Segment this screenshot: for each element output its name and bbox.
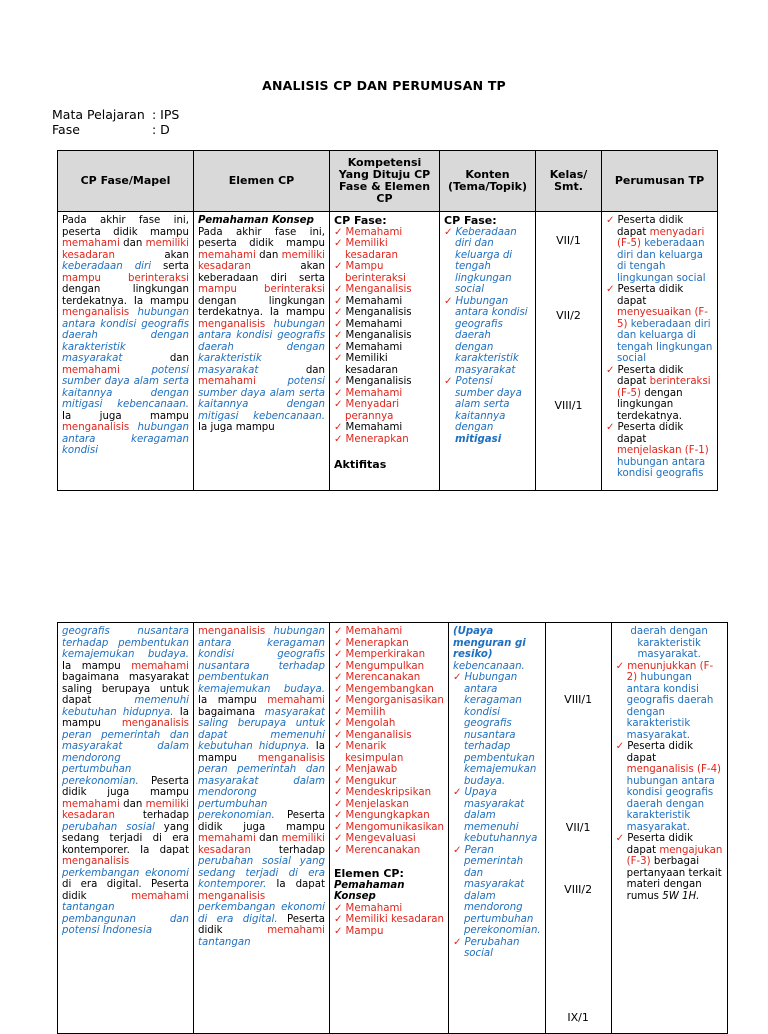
kompetensi-item: Mampu berinteraksi xyxy=(345,261,406,284)
kelas-cell xyxy=(545,623,611,1034)
tp-verb: menganalisis (F-4) xyxy=(626,764,722,775)
list-item xyxy=(444,227,531,296)
kompetensi-item: Memahami xyxy=(345,295,403,307)
text-run: perkembangan ekonomi xyxy=(62,867,189,879)
tp-lead: daerah dengan karakteristik masyarakat. xyxy=(630,626,708,660)
list-item xyxy=(334,764,444,776)
tp-object: hubungan antara kondisi geografis daerah dengan karakteristik masyarakat. xyxy=(626,672,714,741)
text-run: dengan lingkungan terdekatnya. Ia mampu xyxy=(62,284,189,307)
text-run: menganalisis xyxy=(198,318,266,330)
fase-row xyxy=(52,122,170,137)
list-item xyxy=(334,307,435,319)
text-run: memahami xyxy=(198,249,256,261)
kelas-value: VII/1 xyxy=(565,821,591,834)
text-run: potensi sumber daya alam serta kaitannya dengan mitigasi kebencanaan. xyxy=(62,364,189,410)
text-run: mampu berinteraksi xyxy=(62,272,189,284)
text-run: memiliki kesadaran xyxy=(198,249,325,272)
list-item xyxy=(334,227,435,239)
kelas-cell xyxy=(536,212,602,491)
list-item xyxy=(453,787,541,845)
text-run: memahami xyxy=(62,798,120,810)
konten-item: Hubungan antara kondisi geografis daerah dengan karakteristik masyarakat xyxy=(455,295,528,376)
list-item xyxy=(334,638,444,650)
elemen-cell xyxy=(194,623,330,1034)
tp-object: dengan lingkungan terdekatnya. xyxy=(617,387,683,422)
text-run: di era digital. Peserta didik xyxy=(62,879,189,902)
tp-tail: 5W 1H. xyxy=(662,890,700,902)
text-run: Pada akhir fase ini, peserta didik mampu xyxy=(62,215,189,238)
text-run: hubungan antara kondisi geografis daerah dengan karakteristik masyarakat xyxy=(198,318,325,376)
fase-value: : D xyxy=(152,122,170,137)
table-row xyxy=(58,623,728,1034)
tp-prefix: Peserta didik dapat xyxy=(617,422,684,445)
text-run: terhadap xyxy=(250,844,325,856)
text-run: memiliki kesadaran xyxy=(62,238,189,261)
tp-object: hubungan antara kondisi geografis xyxy=(617,456,706,479)
text-run: perkembangan ekonomi di era digital. xyxy=(198,902,325,925)
konten-cell xyxy=(448,623,545,1034)
text-run: peran pemerintah dan masyarakat dalam mendorong pertumbuhan perekonomian. xyxy=(62,729,189,787)
tp-verb: menyesuaikan (F-5) xyxy=(617,307,708,330)
kompetensi-list-2 xyxy=(334,903,444,938)
list-item xyxy=(453,937,541,960)
text-run: masyarakat saling berupaya untuk dapat memenuhi kebutuhan hidupnya. xyxy=(198,706,325,752)
text-run: hubungan antara kondisi geografis daerah dengan karakteristik masyarakat xyxy=(62,307,189,364)
text-run: peran pemerintah dan masyarakat dalam mendorong pertumbuhan perekonomian. xyxy=(198,764,325,821)
kompetensi-item: Menerapkan xyxy=(345,433,409,445)
text-run: dengan lingkungan terdekatnya. Ia mampu xyxy=(198,295,325,318)
kompetensi-item: Memahami xyxy=(345,387,403,399)
text-run: bagaimana masyarakat saling berupaya untuk dapat xyxy=(62,672,189,706)
kompetensi-item: Mengumpulkan xyxy=(345,660,425,672)
list-item xyxy=(334,914,444,926)
header-elemen: Elemen CP xyxy=(194,151,330,212)
list-item xyxy=(606,215,713,284)
text-run: Ia juga mampu xyxy=(198,422,275,433)
tp-prefix: Peserta didik dapat xyxy=(617,215,684,238)
kompetensi-list xyxy=(334,227,435,446)
text-run: yang sedang terjadi di era kontemporer. Ia dapat xyxy=(62,821,189,856)
tp-list xyxy=(616,661,723,903)
list-item xyxy=(334,353,435,376)
tp-list xyxy=(606,215,713,480)
list-item xyxy=(453,845,541,937)
kelas-value: IX/1 xyxy=(567,1011,589,1024)
list-item xyxy=(334,422,435,434)
list-item xyxy=(334,261,435,284)
text-run: bagaimana xyxy=(198,706,265,718)
text-run: dan xyxy=(255,833,282,844)
header-cp: CP Fase/Mapel xyxy=(58,151,194,212)
text-run: mampu berinteraksi xyxy=(198,284,325,295)
analysis-table-1 xyxy=(57,150,718,491)
konten-upaya: (Upaya menguran gi resiko) xyxy=(452,626,526,660)
tp-prefix: Peserta didik dapat xyxy=(626,741,693,764)
konten-item: Hubungan antara keragaman kondisi geografis nusantara terhadap pembentukan kemajemukan budaya. xyxy=(463,672,537,787)
kompetensi-item: Menjelaskan xyxy=(345,798,409,810)
text-run: memahami xyxy=(267,695,325,706)
konten-heading: CP Fase: xyxy=(444,215,497,227)
kompetensi-item: Mengolah xyxy=(345,718,396,729)
text-run: menganalisis xyxy=(62,422,130,433)
kompetensi-item: Memahami xyxy=(345,902,403,914)
text-run: dan xyxy=(119,798,146,810)
list-item xyxy=(334,926,444,938)
header-kompetensi: Kompetensi Yang Dituju CP Fase & Elemen CP xyxy=(330,151,440,212)
list-item xyxy=(334,661,444,673)
list-item xyxy=(334,330,435,342)
konten-item: Perubahan social xyxy=(463,936,520,959)
text-run: serta xyxy=(151,261,189,272)
list-item xyxy=(616,833,723,902)
konten-list xyxy=(444,227,531,446)
text-run: Ia juga mampu xyxy=(62,410,189,422)
text-run: memiliki kesadaran xyxy=(198,833,325,856)
list-item xyxy=(334,695,444,707)
tp-verb: menunjukkan (F-2) xyxy=(626,660,714,683)
list-item xyxy=(334,810,444,822)
tp-object: keberadaan diri dan keluarga di tengah lingkungan social xyxy=(617,238,706,284)
tp-verb: mengajukan (F-3) xyxy=(626,844,723,867)
text-run: akan xyxy=(114,249,189,261)
kompetensi-item: Mengorganisasikan xyxy=(345,695,444,706)
tp-verb: menjelaskan (F-1) xyxy=(617,445,709,456)
text-run: memahami xyxy=(198,376,256,387)
text-run: hubungan antara keragaman kondisi xyxy=(62,422,189,456)
page-title: ANALISIS CP DAN PERUMUSAN TP xyxy=(262,78,506,93)
kompetensi-item: Menganalisis xyxy=(345,307,412,318)
list-item xyxy=(606,284,713,365)
kompetensi-item: Menganalisis xyxy=(345,376,412,387)
analysis-table-2 xyxy=(57,622,728,1034)
kelas-value: VII/1 xyxy=(556,234,581,247)
list-item xyxy=(334,707,444,719)
text-run: menganalisis xyxy=(121,718,189,729)
kompetensi-cell xyxy=(330,212,440,491)
list-item xyxy=(334,284,435,296)
list-item xyxy=(334,903,444,915)
list-item xyxy=(334,833,444,845)
list-item xyxy=(606,422,713,480)
kompetensi-item: Menyadari perannya xyxy=(345,399,400,422)
kompetensi-item: Memahami xyxy=(345,341,403,353)
header-kelas: Kelas/ Smt. xyxy=(536,151,602,212)
tp-prefix: Peserta didik dapat xyxy=(626,833,693,856)
text-run: Ia mampu xyxy=(62,660,132,672)
cp-cell xyxy=(58,623,194,1034)
mapel-row xyxy=(52,107,179,122)
text-run: Ia mampu xyxy=(198,695,268,706)
list-item xyxy=(453,672,541,787)
kompetensi-item: Menganalisis xyxy=(345,330,412,341)
text-run: memahami xyxy=(131,890,189,902)
text-run: Ia dapat xyxy=(266,879,325,890)
list-item xyxy=(334,399,435,422)
text-run: Ia mampu xyxy=(198,741,325,764)
text-run: dan xyxy=(255,249,282,261)
text-run: dan xyxy=(122,353,189,364)
text-run: potensi sumber daya alam serta kaitannya dengan mitigasi kebencanaan. xyxy=(198,376,325,422)
list-item xyxy=(334,845,444,857)
tp-object: berbagai pertanyaan terkait materi dengan rumus xyxy=(626,856,722,902)
list-item xyxy=(334,672,444,684)
list-item xyxy=(334,238,435,261)
list-item xyxy=(616,661,723,742)
kompetensi-item: Memahami xyxy=(345,422,403,433)
text-run: memahami xyxy=(131,660,189,672)
kelas-value: VIII/1 xyxy=(554,399,583,412)
list-item xyxy=(334,718,444,730)
header-tp: Perumusan TP xyxy=(602,151,718,212)
list-item xyxy=(334,649,444,661)
mapel-value: : IPS xyxy=(152,107,180,122)
list-item xyxy=(334,434,435,446)
text-run: memiliki kesadaran xyxy=(62,798,189,821)
kompetensi-item: Menganalisis xyxy=(345,729,412,741)
text-run: memenuhi kebutuhan hidupnya. xyxy=(62,695,189,718)
text-run: akan keberadaan diri serta xyxy=(198,261,325,284)
text-run: menganalisis xyxy=(62,856,130,867)
kompetensi-item: Memahami xyxy=(345,226,403,238)
text-run: tantangan pembangunan dan potensi Indonesia xyxy=(62,902,189,936)
list-item xyxy=(334,342,435,354)
text-run: geografis nusantara xyxy=(62,626,189,637)
text-run: memahami xyxy=(198,833,256,844)
kompetensi-item: Memahami xyxy=(345,318,403,330)
text-run: Peserta didik juga mampu xyxy=(198,810,325,833)
kompetensi-item: Merencanakan xyxy=(345,844,421,856)
list-item xyxy=(334,626,444,638)
tp-prefix: Peserta didik dapat xyxy=(617,284,684,307)
kompetensi-item: Menjawab xyxy=(345,764,398,775)
kompetensi-item: Mengembangkan xyxy=(345,683,434,695)
text-run: menganalisis xyxy=(198,890,266,902)
text-run: tantangan xyxy=(198,936,251,948)
tp-prefix: Peserta didik dapat xyxy=(617,364,684,387)
konten-kebencanaan: kebencanaan. xyxy=(452,660,525,672)
text-run: Peserta didik xyxy=(198,913,325,936)
konten-item: Keberadaan diri dan keluarga di tengah lingkungan social xyxy=(455,226,517,295)
text-run: terhadap xyxy=(114,810,189,821)
kompetensi-heading: CP Fase: xyxy=(334,215,387,227)
konten-cell xyxy=(440,212,536,491)
mapel-label: Mata Pelajaran xyxy=(52,107,145,122)
text-run: terhadap pembentukan kemajemukan budaya. xyxy=(62,637,189,660)
tp-object: hubungan antara kondisi geografis daerah dengan karakteristik masyarakat. xyxy=(626,775,715,833)
kompetensi-item: Menganalisis xyxy=(345,284,412,295)
kompetensi-item: Merencanakan xyxy=(345,672,421,683)
list-item xyxy=(616,741,723,833)
kompetensi-item: Memahami xyxy=(345,626,403,637)
text-run: memahami xyxy=(62,238,120,249)
konten-item: Potensi sumber daya alam serta kaitannya dengan xyxy=(455,376,522,433)
konten-item-tail: mitigasi xyxy=(455,433,502,445)
text-run: Pada akhir fase ini, peserta didik mampu xyxy=(198,226,325,249)
list-item xyxy=(334,799,444,811)
tp-cell xyxy=(611,623,727,1034)
kompetensi-cell xyxy=(330,623,449,1034)
list-item xyxy=(606,365,713,423)
kompetensi-item: Memiliki kesadaran xyxy=(345,353,398,376)
list-item xyxy=(334,319,435,331)
kompetensi-footer: Aktifitas xyxy=(334,458,387,471)
kompetensi-list xyxy=(334,626,444,856)
kompetensi-item: Menarik kesimpulan xyxy=(345,741,404,764)
list-item xyxy=(334,741,444,764)
konten-item: Upaya masyarakat dalam memenuhi kebutuhannya xyxy=(463,787,538,844)
elemen-title: Pemahaman Konsep xyxy=(198,215,314,226)
kompetensi-item: Mengevaluasi xyxy=(345,833,416,844)
list-item xyxy=(334,787,444,799)
header-row xyxy=(58,151,718,212)
text-run: menganalisis xyxy=(62,307,130,318)
kompetensi-item: Mengukur xyxy=(345,775,397,787)
konten-item: Peran pemerintah dan masyarakat dalam mendorong pertumbuhan perekonomian. xyxy=(463,844,541,936)
list-item xyxy=(334,776,444,788)
fase-label: Fase xyxy=(52,122,80,137)
header-konten: Konten (Tema/Topik) xyxy=(440,151,536,212)
elemen-cell xyxy=(194,212,330,491)
konten-list xyxy=(453,672,541,960)
text-run: Peserta didik juga mampu xyxy=(62,775,189,798)
text-run: menganalisis xyxy=(257,752,325,764)
kompetensi-elemen-title: Pemahaman Konsep xyxy=(334,879,405,902)
text-run: perubahan sosial xyxy=(62,821,155,833)
list-item xyxy=(334,388,435,400)
list-item xyxy=(444,296,531,377)
kompetensi-item: Mengungkapkan xyxy=(345,810,430,821)
kompetensi-item: Memperkirakan xyxy=(345,649,426,660)
text-run: hubungan antara keragaman kondisi geografis nusantara terhadap pembentukan kemajemukan budaya. xyxy=(198,626,325,695)
kompetensi-item: Memiliki kesadaran xyxy=(345,238,398,261)
tp-object: keberadaan diri dan keluarga di tengah lingkungan social xyxy=(617,318,713,364)
list-item xyxy=(334,296,435,308)
list-item xyxy=(334,822,444,834)
list-item xyxy=(334,684,444,696)
kelas-value: VII/2 xyxy=(556,309,581,322)
tp-cell xyxy=(602,212,718,491)
kelas-value: VIII/1 xyxy=(564,693,593,706)
kompetensi-item: Memiliki kesadaran xyxy=(345,914,444,925)
list-item xyxy=(334,376,435,388)
text-run: keberadaan diri xyxy=(62,261,152,272)
table-row xyxy=(58,212,718,491)
text-run: perubahan sosial yang sedang terjadi di era kontemporer. xyxy=(198,856,325,890)
text-run: Ia mampu xyxy=(62,706,189,729)
text-run: memahami xyxy=(62,364,120,376)
text-run: dan xyxy=(258,364,325,376)
list-item xyxy=(444,376,531,445)
text-run: dan xyxy=(119,238,146,249)
list-item xyxy=(334,730,444,742)
text-run: memahami xyxy=(267,925,325,936)
kompetensi-item: Memilih xyxy=(345,706,386,718)
kelas-value: VIII/2 xyxy=(564,883,593,896)
kompetensi-item: Mampu xyxy=(345,925,384,937)
tp-verb: menyadari (F-5) xyxy=(617,226,705,249)
kompetensi-elemen-heading: Elemen CP: xyxy=(334,867,404,880)
kompetensi-item: Mengomunikasikan xyxy=(345,821,444,833)
text-run: menganalisis xyxy=(198,626,266,637)
kompetensi-item: Mendeskripsikan xyxy=(345,787,432,798)
cp-cell xyxy=(58,212,194,491)
kompetensi-item: Menerapkan xyxy=(345,637,409,649)
tp-verb: berinteraksi (F-5) xyxy=(617,376,711,399)
